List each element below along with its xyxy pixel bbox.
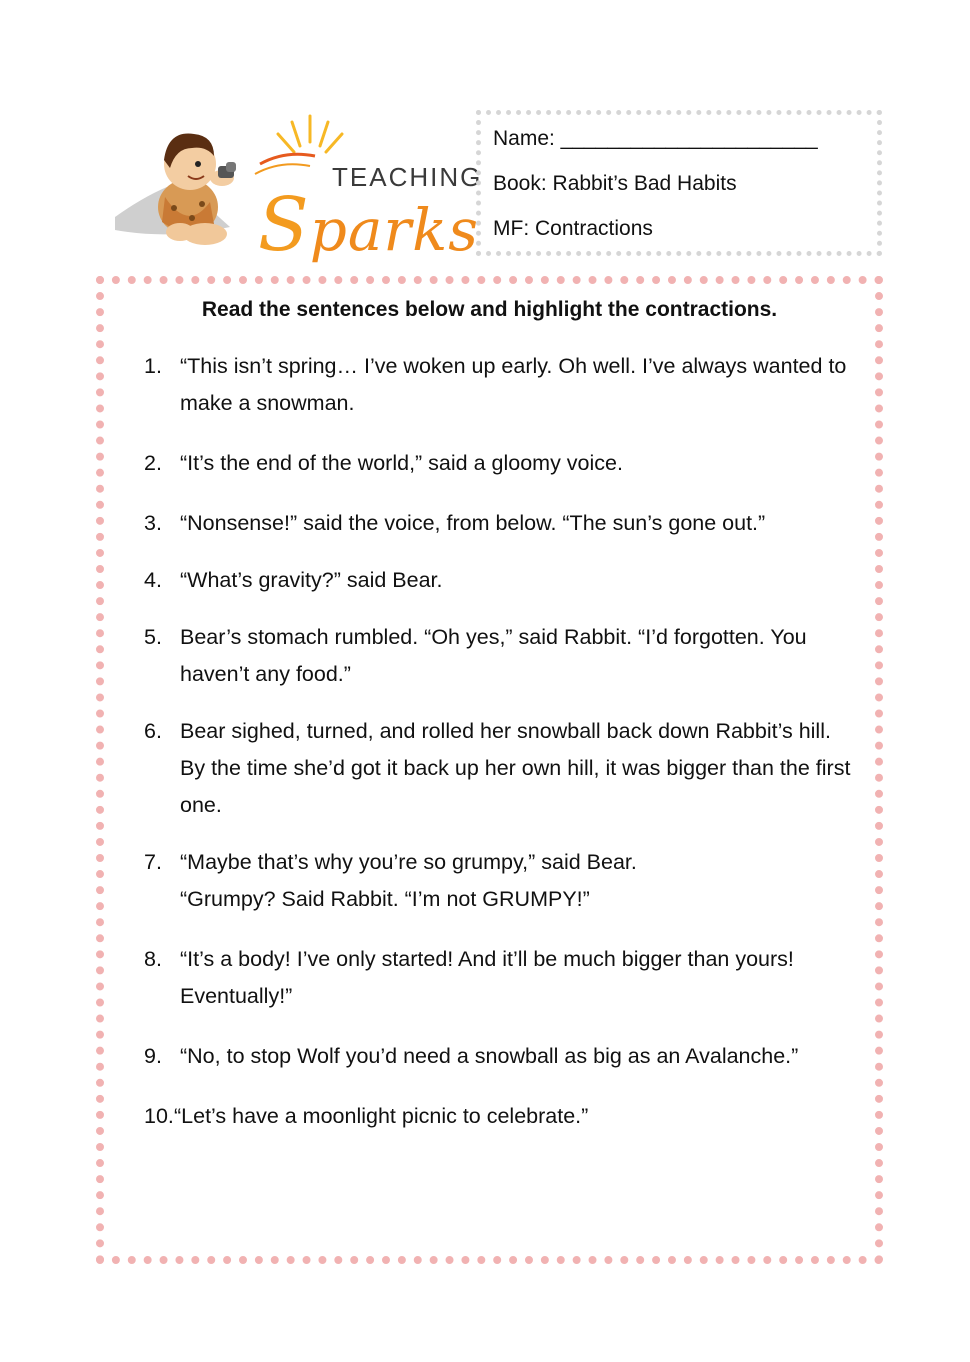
- item-number: 2.: [144, 451, 162, 475]
- item-text: “This isn’t spring… I’ve woken up early. Oh well. I’ve always wanted to make a snowman.: [180, 354, 847, 415]
- item-number: 1.: [144, 354, 162, 378]
- item-text: “What’s gravity?” said Bear.: [180, 568, 443, 592]
- name-line: Name: ______________________: [493, 127, 818, 150]
- list-item: [144, 1038, 855, 1075]
- list-item: [144, 445, 855, 482]
- list-item: [144, 941, 855, 1015]
- logo-sparks-initial: S: [258, 182, 310, 268]
- item-text: “Maybe that’s why you’re so grumpy,” said Bear.: [180, 850, 637, 874]
- student-info-box: [476, 110, 882, 256]
- item-text: “Nonsense!” said the voice, from below. “The sun’s gone out.”: [180, 511, 766, 535]
- item-text: “It’s the end of the world,” said a gloomy voice.: [180, 451, 623, 475]
- item-number: 3.: [144, 511, 162, 535]
- item-number: 9.: [144, 1044, 162, 1068]
- worksheet-frame: [96, 276, 883, 1264]
- item-number: 7.: [144, 850, 162, 874]
- list-item: [144, 505, 855, 542]
- item-text: “Let’s have a moonlight picnic to celebrate.”: [174, 1104, 589, 1128]
- sentence-list: [144, 348, 855, 1135]
- list-item: [144, 713, 855, 824]
- mf-line: MF: Contractions: [493, 217, 653, 240]
- teaching-sparks-logo: [110, 112, 483, 268]
- list-item: [144, 1098, 855, 1135]
- item-number: 4.: [144, 568, 162, 592]
- logo-teaching-text: TEACHING: [332, 162, 483, 192]
- list-item: [144, 348, 855, 422]
- list-item: [144, 562, 855, 599]
- instruction-heading: Read the sentences below and highlight the contractions.: [201, 298, 778, 321]
- item-number: 6.: [144, 719, 162, 743]
- logo-sparks-text: [258, 182, 479, 268]
- logo-sparks-rest: parks: [309, 196, 480, 264]
- item-text: Bear’s stomach rumbled. “Oh yes,” said Rabbit. “I’d forgotten. You haven’t any food.”: [180, 625, 807, 686]
- item-text: Bear sighed, turned, and rolled her snowball back down Rabbit’s hill. By the time she’d got it back up her own hill, it was bigger than the first one.: [180, 719, 851, 817]
- item-text-line2: “Grumpy? Said Rabbit. “I’m not GRUMPY!”: [180, 887, 590, 911]
- item-number: 10.: [144, 1104, 174, 1128]
- item-number: 8.: [144, 947, 162, 971]
- item-text: “No, to stop Wolf you’d need a snowball as big as an Avalanche.”: [180, 1044, 799, 1068]
- book-line: Book: Rabbit’s Bad Habits: [493, 172, 737, 195]
- item-number: 5.: [144, 625, 162, 649]
- list-item: [144, 619, 855, 693]
- item-text: “It’s a body! I’ve only started! And it’ll be much bigger than yours! Eventually!”: [180, 947, 794, 1008]
- list-item: [144, 844, 855, 918]
